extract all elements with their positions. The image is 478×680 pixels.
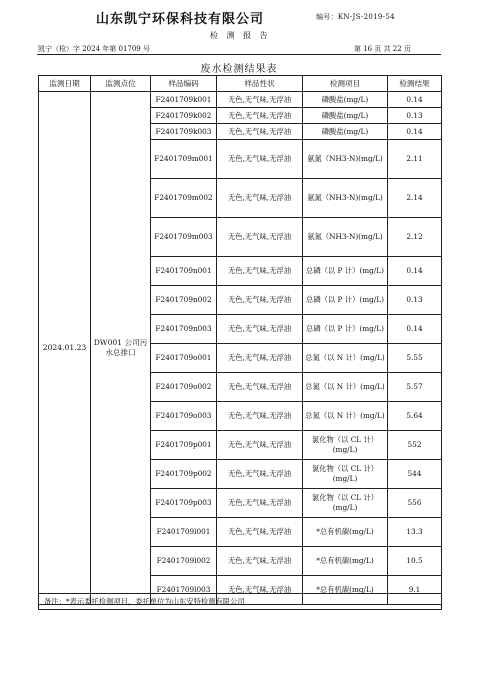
- column-header-state: 样品性状: [217, 76, 303, 92]
- test-result-cell: 10.5: [388, 547, 442, 576]
- sample-state-cell: 无色,无气味,无浮油: [217, 257, 303, 286]
- monitoring-date-cell: 2024.01.23: [39, 92, 91, 605]
- test-item-cell: 氯化物（以 CL 计）(mg/L): [303, 431, 388, 460]
- test-result-cell: 0.14: [388, 257, 442, 286]
- report-number: 凯宁（检）字 2024 年第 01709 号: [38, 45, 150, 53]
- test-result-cell: 0.13: [388, 108, 442, 124]
- sample-state-cell: 无色,无气味,无浮油: [217, 460, 303, 489]
- report-subtitle: 检 测 报 告: [210, 31, 271, 40]
- test-result-cell: 9.1: [388, 576, 442, 605]
- test-item-cell: *总有机碳(mg/L): [303, 518, 388, 547]
- sample-code-cell: F2401709p003: [151, 489, 217, 518]
- test-item-cell: 总磷（以 P 计）(mg/L): [303, 257, 388, 286]
- test-item-cell: 总磷（以 P 计）(mg/L): [303, 286, 388, 315]
- sample-state-cell: 无色,无气味,无浮油: [217, 431, 303, 460]
- table-row: [39, 92, 442, 108]
- test-item-cell: 磷酸盐(mg/L): [303, 108, 388, 124]
- sample-code-cell: F2401709l002: [151, 547, 217, 576]
- sample-code-cell: F2401709k002: [151, 108, 217, 124]
- test-item-cell: 磷酸盐(mg/L): [303, 92, 388, 108]
- test-item-cell: 氨氮（NH3-N)(mg/L): [303, 179, 388, 218]
- sample-state-cell: 无色,无气味,无浮油: [217, 108, 303, 124]
- sample-state-cell: 无色,无气味,无浮油: [217, 315, 303, 344]
- column-header-date: 监测日期: [39, 76, 91, 92]
- test-result-cell: 5.57: [388, 373, 442, 402]
- sample-code-cell: F2401709k003: [151, 124, 217, 140]
- sample-state-cell: 无色,无气味,无浮油: [217, 518, 303, 547]
- test-result-cell: 0.14: [388, 315, 442, 344]
- table-title: 废水检测结果表: [200, 64, 278, 75]
- sample-code-cell: F2401709o001: [151, 344, 217, 373]
- test-result-cell: 2.14: [388, 179, 442, 218]
- sample-code-cell: F2401709p001: [151, 431, 217, 460]
- test-item-cell: 氨氮（NH3-N)(mg/L): [303, 140, 388, 179]
- test-result-cell: 0.14: [388, 124, 442, 140]
- sample-state-cell: 无色,无气味,无浮油: [217, 218, 303, 257]
- test-result-cell: 5.55: [388, 344, 442, 373]
- test-item-cell: 总磷（以 P 计）(mg/L): [303, 315, 388, 344]
- column-header-result: 检测结果: [388, 76, 442, 92]
- sample-code-cell: F2401709m003: [151, 218, 217, 257]
- test-item-cell: *总有机碳(mg/L): [303, 576, 388, 605]
- test-result-cell: 2.11: [388, 140, 442, 179]
- sample-state-cell: 无色,无气味,无浮油: [217, 344, 303, 373]
- sample-state-cell: 无色,无气味,无浮油: [217, 286, 303, 315]
- test-result-cell: 13.3: [388, 518, 442, 547]
- sample-state-cell: 无色,无气味,无浮油: [217, 576, 303, 605]
- sample-code-cell: F2401709o002: [151, 373, 217, 402]
- sample-code-cell: F2401709k001: [151, 92, 217, 108]
- test-result-cell: 556: [388, 489, 442, 518]
- test-result-cell: 0.13: [388, 286, 442, 315]
- table-header-row: [39, 76, 442, 92]
- test-result-cell: 552: [388, 431, 442, 460]
- sample-state-cell: 无色,无气味,无浮油: [217, 140, 303, 179]
- sample-code-cell: F2401709l001: [151, 518, 217, 547]
- test-result-cell: 5.64: [388, 402, 442, 431]
- sample-code-cell: F2401709m001: [151, 140, 217, 179]
- test-item-cell: 氯化物（以 CL 计）(mg/L): [303, 460, 388, 489]
- test-item-cell: 总氮（以 N 计）(mg/L): [303, 402, 388, 431]
- sample-code-cell: F2401709n003: [151, 315, 217, 344]
- sample-state-cell: 无色,无气味,无浮油: [217, 402, 303, 431]
- sample-state-cell: 无色,无气味,无浮油: [217, 92, 303, 108]
- test-item-cell: 总氮（以 N 计）(mg/L): [303, 344, 388, 373]
- sample-code-cell: F2401709l003: [151, 576, 217, 605]
- header-divider: [37, 54, 441, 55]
- column-header-code: 样品编码: [151, 76, 217, 92]
- sample-code-cell: F2401709p002: [151, 460, 217, 489]
- column-header-item: 检测项目: [303, 76, 388, 92]
- test-item-cell: 磷酸盐(mg/L): [303, 124, 388, 140]
- test-result-cell: 0.14: [388, 92, 442, 108]
- results-table: [38, 75, 442, 605]
- test-item-cell: *总有机碳(mg/L): [303, 547, 388, 576]
- test-item-cell: 氯化物（以 CL 计）(mg/L): [303, 489, 388, 518]
- sample-state-cell: 无色,无气味,无浮油: [217, 179, 303, 218]
- sample-state-cell: 无色,无气味,无浮油: [217, 124, 303, 140]
- document-number: 编号：KN-JS-2019-54: [316, 13, 395, 21]
- company-name: 山东凯宁环保科技有限公司: [96, 12, 265, 27]
- test-item-cell: 总氮（以 N 计）(mg/L): [303, 373, 388, 402]
- page-info: 第 16 页 共 22 页: [354, 45, 411, 53]
- sample-code-cell: F2401709n001: [151, 257, 217, 286]
- sample-state-cell: 无色,无气味,无浮油: [217, 373, 303, 402]
- monitoring-point-cell: DW001 公司污水总排口: [91, 92, 151, 605]
- footnote: 备注：*表示委托检测项目，委托单位为山东安特检测有限公司: [38, 593, 442, 610]
- sample-state-cell: 无色,无气味,无浮油: [217, 489, 303, 518]
- column-header-point: 监测点位: [91, 76, 151, 92]
- test-result-cell: 2.12: [388, 218, 442, 257]
- table-body: [39, 92, 442, 605]
- sample-code-cell: F2401709o003: [151, 402, 217, 431]
- sample-code-cell: F2401709n002: [151, 286, 217, 315]
- sample-state-cell: 无色,无气味,无浮油: [217, 547, 303, 576]
- sample-code-cell: F2401709m002: [151, 179, 217, 218]
- test-result-cell: 544: [388, 460, 442, 489]
- test-item-cell: 氨氮（NH3-N)(mg/L): [303, 218, 388, 257]
